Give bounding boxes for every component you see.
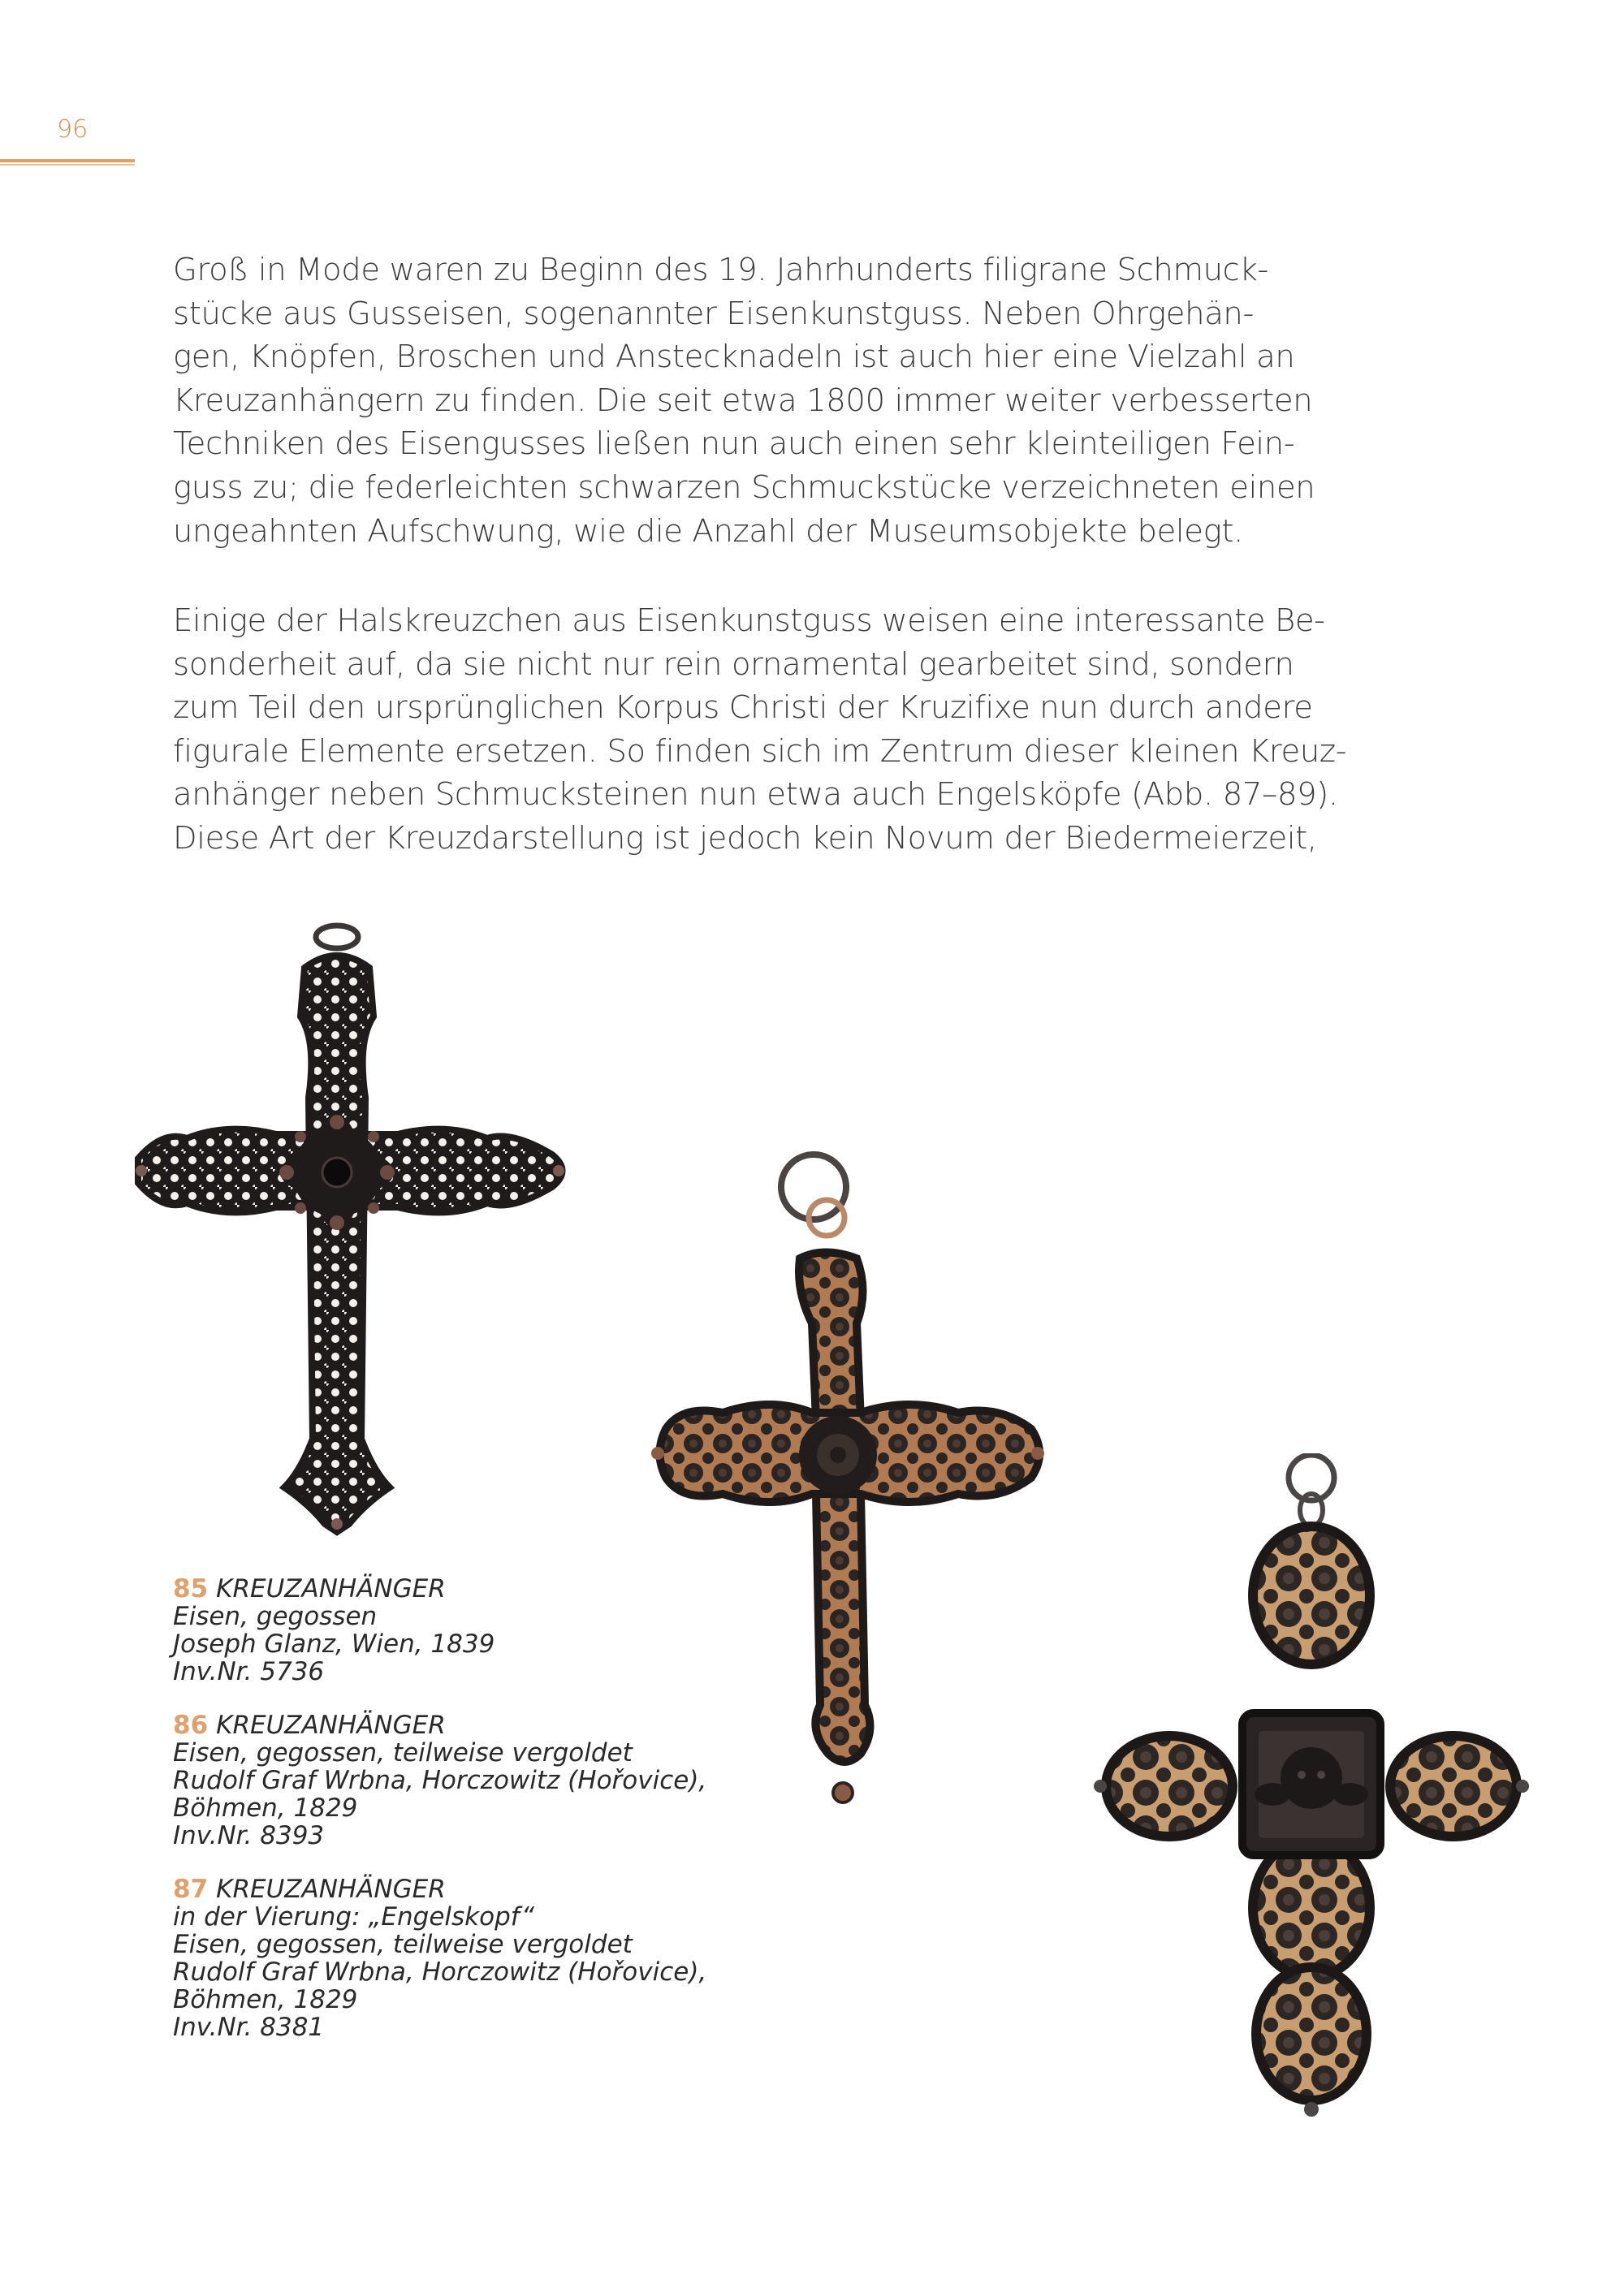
caption-86 <box>173 1711 741 1850</box>
text-line: Diese Art der Kreuzdarstellung ist jedoch kein Novum der Biedermeierzeit, <box>173 819 1317 857</box>
angel-head-cross-pendant-image <box>1092 1453 1531 2135</box>
caption-line: Inv.Nr. 8393 <box>173 1821 325 1850</box>
caption-number: 86 <box>173 1711 209 1740</box>
caption-heading <box>173 1875 741 1903</box>
caption-title: KREUZANHÄNGER <box>216 1574 446 1604</box>
caption-line: Inv.Nr. 5736 <box>173 1657 325 1686</box>
body-paragraph-1 <box>173 248 1315 553</box>
caption-85 <box>173 1575 741 1686</box>
text-line: Techniken des Eisengusses ließen nun auch einen sehr kleinteiligen Fein- <box>173 425 1295 463</box>
text-line: ungeahnten Aufschwung, wie die Anzahl der Museumsobjekte belegt. <box>173 512 1243 550</box>
caption-line: Eisen, gegossen, teilweise vergoldet <box>173 1738 633 1768</box>
text-line: figurale Elemente ersetzen. So finden sich im Zentrum dieser kleinen Kreuz- <box>173 732 1347 770</box>
caption-number: 87 <box>173 1875 209 1904</box>
caption-line: Böhmen, 1829 <box>173 1793 358 1823</box>
filigree-cross-pendant-image <box>130 919 609 1536</box>
caption-title: KREUZANHÄNGER <box>216 1711 446 1740</box>
text-line: Kreuzanhängern zu finden. Die seit etwa 1800 immer weiter verbesserten <box>173 382 1313 419</box>
caption-line: Inv.Nr. 8381 <box>173 2013 325 2042</box>
caption-line: Eisen, gegossen, teilweise vergoldet <box>173 1930 633 1959</box>
figure-captions <box>173 1575 741 2067</box>
caption-heading <box>173 1575 741 1603</box>
caption-title: KREUZANHÄNGER <box>216 1875 446 1904</box>
text-line: Groß in Mode waren zu Beginn des 19. Jahrhunderts filigrane Schmuck- <box>173 252 1268 288</box>
page-number-rule <box>0 159 135 162</box>
caption-heading <box>173 1711 741 1739</box>
text-line: gen, Knöpfen, Broschen und Anstecknadeln ist auch hier eine Vielzahl an <box>173 339 1295 376</box>
caption-line: in der Vierung: „Engelskopf“ <box>173 1902 534 1932</box>
caption-line: Rudolf Graf Wrbna, Horczowitz (Hořovice), <box>173 1766 707 1795</box>
body-paragraph-2 <box>173 599 1347 861</box>
caption-line: Böhmen, 1829 <box>173 1985 358 2014</box>
page-number: 96 <box>57 115 89 144</box>
text-line: anhänger neben Schmucksteinen nun etwa auch Engelsköpfe (Abb. 87–89). <box>173 776 1338 814</box>
text-line: sonderheit auf, da sie nicht nur rein ornamental gearbeitet sind, sondern <box>173 645 1294 683</box>
caption-line: Rudolf Graf Wrbna, Horczowitz (Hořovice), <box>173 1957 707 1987</box>
caption-87 <box>173 1875 741 2041</box>
page-number-rule-thin <box>0 164 135 166</box>
text-line: zum Teil den ursprünglichen Korpus Christi der Kruzifixe nun durch andere <box>173 689 1313 727</box>
text-line: Einige der Halskreuzchen aus Eisenkunstguss weisen eine interessante Be- <box>173 602 1325 639</box>
caption-number: 85 <box>173 1574 209 1604</box>
text-line: stücke aus Gusseisen, sogenannter Eisenkunstguss. Neben Ohrgehän- <box>173 295 1255 332</box>
caption-line: Joseph Glanz, Wien, 1839 <box>173 1629 495 1659</box>
caption-line: Eisen, gegossen <box>173 1602 378 1631</box>
text-line: guss zu; die federleichten schwarzen Schmuckstücke verzeichneten einen <box>173 468 1315 506</box>
